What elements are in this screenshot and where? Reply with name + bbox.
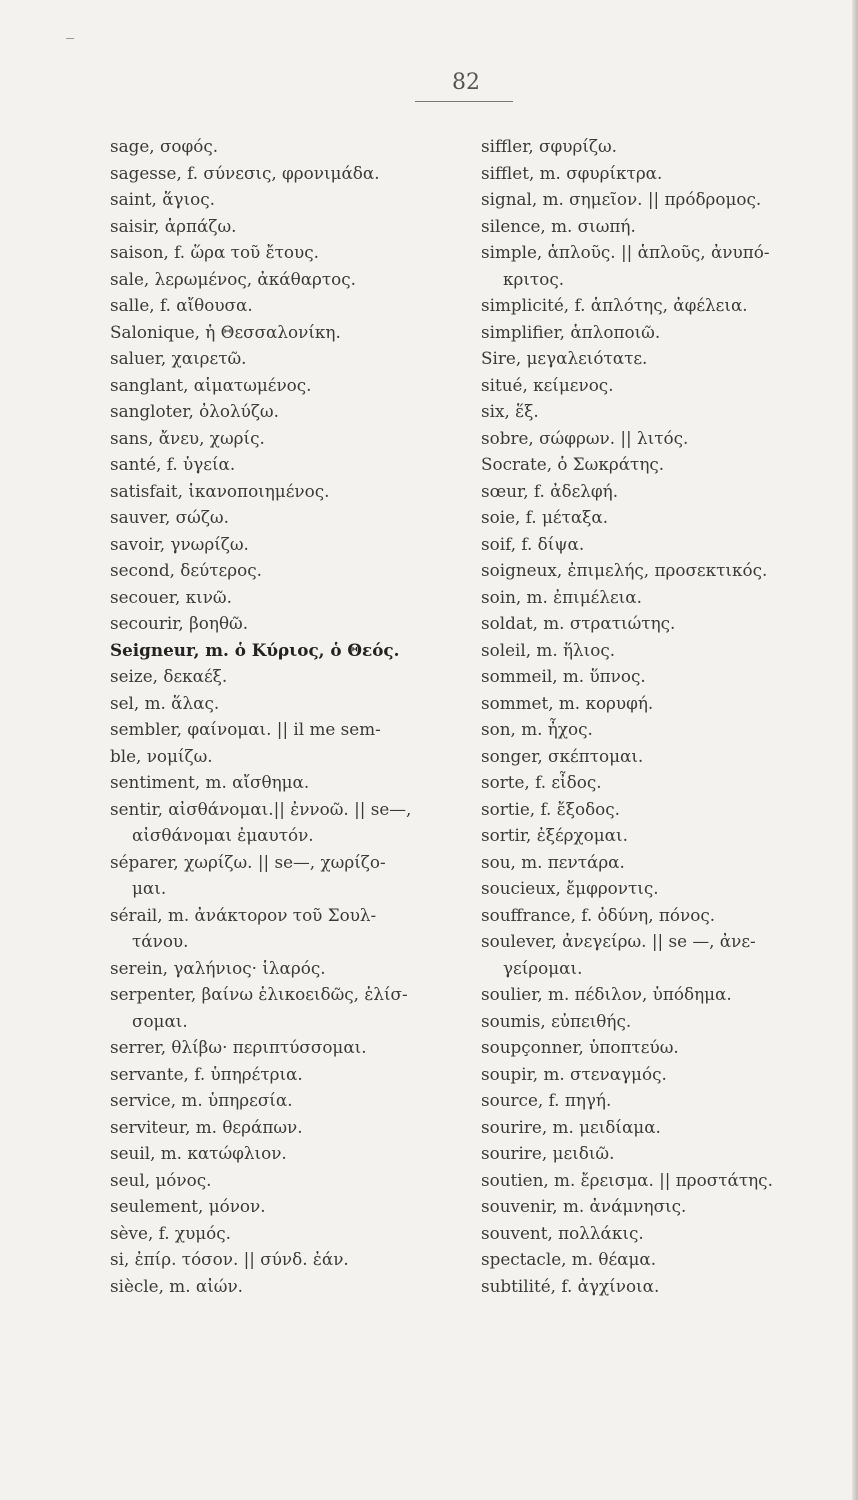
dictionary-entry-line: soin, m. ἐπιμέλεια. [481,586,642,607]
dictionary-entry-line: sans, ἄνευ, χωρίς. [110,427,265,448]
dictionary-entry-line: songer, σκέπτομαι. [481,745,644,766]
dictionary-entry-line: saisir, ἁρπάζω. [110,215,237,236]
dictionary-entry-line: serpenter, βαίνω ἑλικοειδῶς, ἑλίσ- [110,984,408,1004]
book-spine-edge [852,0,858,1500]
dictionary-entry-line: serviteur, m. θεράπων. [110,1116,303,1137]
dictionary-entry-line: sagesse, f. σύνεσις, φρονιμάδα. [110,162,380,183]
dictionary-entry-line: secouer, κινῶ. [110,586,232,607]
dictionary-entry-line: siècle, m. αἰών. [110,1275,243,1296]
dictionary-entry-line: soupçonner, ὑποπτεύω. [481,1037,679,1057]
dictionary-entry-line: sou, m. πεντάρα. [481,851,625,872]
dictionary-entry-line: sembler, φαίνομαι. || il me sem- [110,719,381,739]
dictionary-entry-line: Seigneur, m. ὁ Κύριος, ὁ Θεός. [110,639,400,660]
dictionary-entry-line: τάνου. [132,931,189,951]
dictionary-entry-line: soumis, εὐπειθής. [481,1010,632,1031]
dictionary-entry-line: αἰσθάνομαι ἐμαυτόν. [132,825,314,845]
dictionary-entry-line: souvent, πολλάκις. [481,1222,644,1243]
dictionary-entry-line: seulement, μόνον. [110,1196,266,1216]
dictionary-entry-line: satisfait, ἱκανοποιημένος. [110,480,330,501]
dictionary-entry-line: sauver, σώζω. [110,507,229,527]
dictionary-entry-line: sentir, αἰσθάνομαι.|| ἐννοῶ. || se—, [110,798,412,819]
dictionary-entry-line: sœur, f. ἀδελφή. [481,480,619,501]
dictionary-entry-line: κριτος. [503,268,565,289]
dictionary-entry-line: simple, ἁπλοῦς. || ἁπλοῦς, ἀνυπό- [481,242,770,262]
dictionary-entry-line: serein, γαλήνιος· ἱλαρός. [110,957,326,978]
dictionary-entry-line: si, ἐπίρ. τόσον. || σύνδ. ἐάν. [110,1249,349,1269]
dictionary-entry-line: soulever, ἀνεγείρω. || se —, ἀνε- [481,931,756,951]
dictionary-entry-line: sangloter, ὀλολύζω. [110,401,279,421]
dictionary-entry-line: sel, m. ἅλας. [110,692,220,713]
dictionary-entry-line: sommeil, m. ὕπνος. [481,666,646,686]
dictionary-entry-line: soutien, m. ἔρεισμα. || προστάτης. [481,1169,773,1190]
dictionary-entry-line: sourire, m. μειδίαμα. [481,1116,661,1137]
right-column [481,133,841,1299]
dictionary-entry-line: spectacle, m. θέαμα. [481,1249,657,1269]
dictionary-entry-line: simplifier, ἁπλοποιῶ. [481,321,661,342]
page-number: 82 [452,70,480,95]
margin-mark [66,38,74,39]
dictionary-entry-line: secourir, βοηθῶ. [110,613,249,633]
dictionary-entry-line: six, ἕξ. [481,401,539,421]
dictionary-entry-line: souffrance, f. ὀδύνη, πόνος. [481,904,716,925]
dictionary-entry-line: sifflet, m. σφυρίκτρα. [481,162,663,183]
dictionary-entry-line: soucieux, ἔμφροντις. [481,878,659,898]
dictionary-entry-line: seul, μόνος. [110,1169,212,1190]
dictionary-entry-line: souvenir, m. ἀνάμνησις. [481,1196,687,1216]
dictionary-entry-line: salle, f. αἴθουσα. [110,295,253,315]
dictionary-entry-line: sanglant, αἱματωμένος. [110,374,312,395]
dictionary-entry-line: son, m. ἦχος. [481,719,593,739]
dictionary-entry-line: simplicité, f. ἁπλότης, ἀφέλεια. [481,295,748,315]
dictionary-entry-line: savoir, γνωρίζω. [110,533,249,554]
dictionary-entry-line: sorte, f. εἶδος. [481,772,602,792]
page-number-rule [415,101,513,102]
dictionary-entry-line: situé, κείμενος. [481,374,614,395]
dictionary-entry-line: sourire, μειδιῶ. [481,1143,615,1163]
dictionary-entry-line: saison, f. ὥρα τοῦ ἔτους. [110,242,319,262]
dictionary-entry-line: soupir, m. στεναγμός. [481,1063,667,1084]
dictionary-entry-line: Sire, μεγαλειότατε. [481,348,648,368]
dictionary-entry-line: σομαι. [132,1010,188,1031]
dictionary-entry-line: γείρομαι. [503,957,583,978]
dictionary-entry-line: second, δεύτερος. [110,560,262,580]
dictionary-entry-line: santé, f. ὑγεία. [110,454,236,474]
dictionary-entry-line: subtilité, f. ἀγχίνοια. [481,1275,660,1296]
dictionary-entry-line: soigneux, ἐπιμελής, προσεκτικός. [481,560,768,580]
dictionary-entry-line: servante, f. ὑπηρέτρια. [110,1063,303,1084]
dictionary-entry-line: sortir, ἐξέρχομαι. [481,825,628,845]
dictionary-entry-line: sage, σοφός. [110,136,219,156]
dictionary-entry-line: Salonique, ἡ Θεσσαλονίκη. [110,321,341,342]
dictionary-entry-line: source, f. πηγή. [481,1090,612,1110]
dictionary-entry-line: sortie, f. ἔξοδος. [481,798,621,819]
dictionary-entry-line: sale, λερωμένος, ἀκάθαρτος. [110,268,357,289]
dictionary-entry-line: μαι. [132,878,167,898]
dictionary-entry-line: sève, f. χυμός. [110,1222,232,1243]
dictionary-entry-line: soleil, m. ἥλιος. [481,639,616,660]
dictionary-entry-line: saluer, χαιρετῶ. [110,348,247,368]
dictionary-entry-line: service, m. ὑπηρεσία. [110,1090,293,1110]
dictionary-entry-line: signal, m. σημεῖον. || πρόδρομος. [481,189,762,209]
dictionary-entry-line: sérail, m. ἀνάκτορον τοῦ Σουλ- [110,904,377,925]
dictionary-entry-line: saint, ἅγιος. [110,189,215,209]
dictionary-entry-line: soldat, m. στρατιώτης. [481,613,676,633]
dictionary-entry-line: silence, m. σιωπή. [481,215,636,236]
dictionary-entry-line: soulier, m. πέδιλον, ὑπόδημα. [481,984,732,1004]
dictionary-entry-line: sobre, σώφρων. || λιτός. [481,427,689,448]
dictionary-entry-line: sommet, m. κορυφή. [481,692,654,713]
dictionary-entry-line: seuil, m. κατώφλιον. [110,1143,287,1163]
left-column [110,133,470,1299]
dictionary-entry-line: séparer, χωρίζω. || se—, χωρίζο- [110,851,386,872]
dictionary-entry-line: sentiment, m. αἴσθημα. [110,772,310,792]
dictionary-entry-line: soif, f. δίψα. [481,533,585,554]
dictionary-entry-line: Socrate, ὁ Σωκράτης. [481,454,665,474]
dictionary-entry-line: ble, νομίζω. [110,745,213,766]
dictionary-entry-line: serrer, θλίβω· περιπτύσσομαι. [110,1037,367,1057]
dictionary-entry-line: seize, δεκαέξ. [110,666,228,686]
dictionary-entry-line: soie, f. μέταξα. [481,507,609,527]
dictionary-entry-line: siffler, σφυρίζω. [481,136,618,156]
